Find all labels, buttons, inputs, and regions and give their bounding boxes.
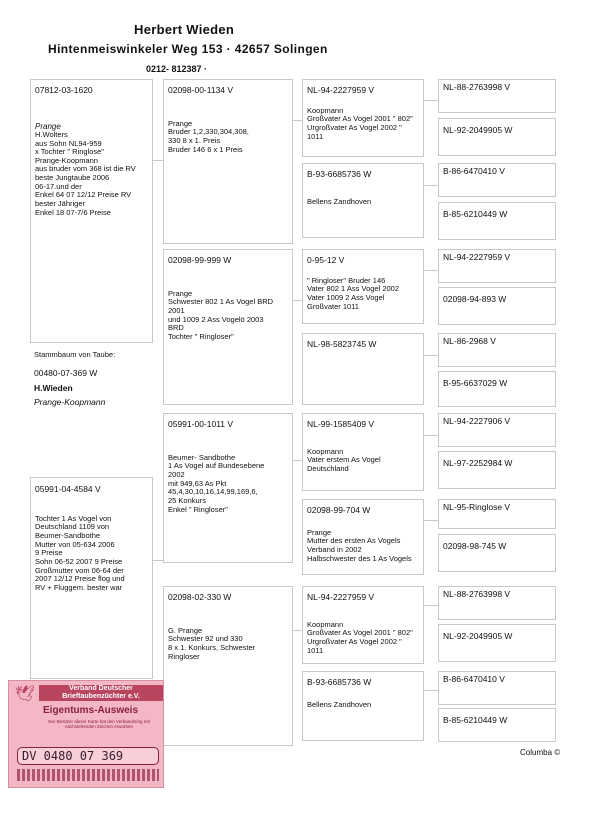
great-grandparent-ring: NL-99-1585409 V xyxy=(307,419,375,429)
grandparent-ring: 02098-00-1134 V xyxy=(168,85,234,95)
gen5-ring-box xyxy=(438,202,556,240)
dam-box xyxy=(30,477,153,679)
great-grandparent-info: Koopmann Vater erstem As Vogel Deutschland xyxy=(307,446,381,474)
gen5-ring: B-95-6637029 W xyxy=(443,378,508,388)
connector-line xyxy=(424,270,438,271)
subject-strain: Prange-Koopmann xyxy=(34,397,106,408)
grandparent-info: G. Prange Schwester 92 und 330 8 x 1. Konkurs, Schwester Ringloser xyxy=(168,625,256,661)
connector-line xyxy=(424,355,438,356)
gen5-ring-box xyxy=(438,163,556,197)
connector-line xyxy=(424,605,438,606)
great-grandparent-ring: B-93-6685736 W xyxy=(307,169,372,179)
grandparent-ring: 02098-99-999 W xyxy=(168,255,232,265)
sire-strain: Prange xyxy=(35,121,61,131)
sticker-org: Verband Deutscher Brieftaubenzüchter e.V. xyxy=(39,685,163,701)
connector-line xyxy=(424,100,438,101)
gen5-ring-box xyxy=(438,586,556,620)
subject-ring: 00480-07-369 W xyxy=(34,367,98,378)
gen5-ring: NL-94-2227959 V xyxy=(443,252,511,262)
pedigree-label: Stammbaum von Taube: xyxy=(34,350,116,359)
grandparent-box xyxy=(163,413,293,563)
great-grandparent-info: " Ringloser" Bruder 146 Vater 802 1 Ass Vogel 2002 Vater 1009 2 Ass Vogel Großvater 1011 xyxy=(307,275,400,311)
grandparent-ring: 02098-02-330 W xyxy=(168,592,232,602)
gen5-ring: B-85-6210449 W xyxy=(443,715,508,725)
sticker-ring: DV 0480 07 369 xyxy=(17,747,159,765)
great-grandparent-info: Bellens Zandhoven xyxy=(307,699,372,709)
great-grandparent-info: Koopmann Großvater As Vogel 2001 " 802" Urgroßvater As Vogel 2002 " 1011 xyxy=(307,105,413,141)
sticker-pattern xyxy=(17,769,159,781)
connector-line xyxy=(153,160,163,161)
gen5-ring: NL-94-2227906 V xyxy=(443,416,511,426)
sticker-title: Eigentums-Ausweis xyxy=(43,705,139,716)
gen5-ring-box xyxy=(438,534,556,572)
connector-line xyxy=(424,435,438,436)
gen5-ring: NL-88-2763998 V xyxy=(443,589,511,599)
gen5-ring-box xyxy=(438,413,556,447)
connector-line xyxy=(293,630,302,631)
grandparent-box xyxy=(163,586,293,746)
great-grandparent-ring: NL-94-2227959 V xyxy=(307,85,375,95)
great-grandparent-box xyxy=(302,671,424,741)
sticker-note: Der Besitzer dieser Karte hat den Verbandsring mit nachstehenden Zeichen erworben xyxy=(48,719,150,729)
gen5-ring-box xyxy=(438,287,556,325)
gen5-ring: NL-95-Ringlose V xyxy=(443,502,511,512)
gen5-ring-box xyxy=(438,451,556,489)
grandparent-ring: 05991-00-1011 V xyxy=(168,419,234,429)
sire-ring: 07812-03-1620 xyxy=(35,85,93,95)
dam-info: Tochter 1 As Vogel von Deutschland 1109 von Beumer-Sandbothe Mutter von 05-634 2006 9 Preise Sohn 06-52 2007 9 Preise Großmutter vom 06-64 der 2007 12/12 Preise flog und RV + Fluggem. bester war xyxy=(35,513,125,592)
breeder-phone: 0212- 812387 · xyxy=(146,64,208,74)
gen5-ring: NL-86-2968 V xyxy=(443,336,496,346)
great-grandparent-box xyxy=(302,586,424,664)
gen5-ring-box xyxy=(438,371,556,407)
pigeon-icon: 🕊 xyxy=(14,686,36,703)
connector-line xyxy=(293,300,302,301)
gen5-ring: B-86-6470410 V xyxy=(443,674,505,684)
dam-ring: 05991-04-4584 V xyxy=(35,484,101,494)
great-grandparent-info: Prange Mutter des ersten As Vogels Verband in 2002 Halbschwester des 1 As Vogels xyxy=(307,527,412,563)
great-grandparent-ring: B-93-6685736 W xyxy=(307,677,372,687)
great-grandparent-box xyxy=(302,499,424,575)
footer-credit: Columba © xyxy=(520,748,561,757)
gen5-ring-box xyxy=(438,333,556,367)
gen5-ring: NL-92-2049905 W xyxy=(443,631,513,641)
gen5-ring: 02098-98-745 W xyxy=(443,541,507,551)
breeder-address: Hintenmeiswinkeler Weg 153 · 42657 Solingen xyxy=(48,42,328,56)
grandparent-box xyxy=(163,249,293,405)
gen5-ring: NL-92-2049905 W xyxy=(443,125,513,135)
grandparent-box xyxy=(163,79,293,244)
subject-owner: H.Wieden xyxy=(34,383,73,394)
gen5-ring: NL-88-2763998 V xyxy=(443,82,511,92)
great-grandparent-ring: 0-95-12 V xyxy=(307,255,345,265)
gen5-ring-box xyxy=(438,79,556,113)
connector-line xyxy=(153,560,163,561)
great-grandparent-info: Koopmann Großvater As Vogel 2001 " 802" Urgroßvater As Vogel 2002 " 1011 xyxy=(307,619,413,655)
gen5-ring-box xyxy=(438,249,556,283)
great-grandparent-box xyxy=(302,413,424,491)
connector-line xyxy=(293,120,302,121)
grandparent-info: Beumer- Sandbothe 1 As Vogel auf Bundesebene 2002 mit 949,63 As Pkt 45,4,30,10,16,14,99,169,6, 25 Konkurs Enkel " Ringloser" xyxy=(168,452,265,514)
great-grandparent-box xyxy=(302,249,424,324)
breeder-name: Herbert Wieden xyxy=(134,22,235,37)
grandparent-info: Prange Bruder 1,2,330,304,308, 330 8 x 1. Preis Bruder 146 6 x 1 Preis xyxy=(168,118,249,154)
subject-box xyxy=(30,348,153,418)
sire-info: H.Wolters aus Sohn NL94-959 x Tochter " Ringlose" Prange-Koopmann aus bruder vom 368 ist die RV beste Jungtaube 2006 06-17.und der Enkel 64 07 12/12 Preise RV bester Jähriger Enkel 18 07-7/6 Preise xyxy=(35,129,136,217)
ownership-sticker xyxy=(8,680,164,788)
gen5-ring-box xyxy=(438,671,556,705)
gen5-ring: NL-97-2252984 W xyxy=(443,458,513,468)
great-grandparent-ring: 02098-99-704 W xyxy=(307,505,371,515)
connector-line xyxy=(293,460,302,461)
great-grandparent-box xyxy=(302,79,424,157)
great-grandparent-ring: NL-94-2227959 V xyxy=(307,592,375,602)
connector-line xyxy=(424,520,438,521)
gen5-ring-box xyxy=(438,708,556,742)
gen5-ring-box xyxy=(438,118,556,156)
gen5-ring: B-86-6470410 V xyxy=(443,166,505,176)
gen5-ring-box xyxy=(438,499,556,529)
great-grandparent-box xyxy=(302,333,424,405)
connector-line xyxy=(424,690,438,691)
gen5-ring: B-85-6210449 W xyxy=(443,209,508,219)
great-grandparent-info: Bellens Zandhoven xyxy=(307,196,372,206)
gen5-ring-box xyxy=(438,624,556,662)
great-grandparent-ring: NL-98-5823745 W xyxy=(307,339,377,349)
great-grandparent-box xyxy=(302,163,424,238)
grandparent-info: Prange Schwester 802 1 As Vogel BRD 2001 und 1009 2 Ass Vogelö 2003 BRD Tochter " Ringloser" xyxy=(168,288,274,341)
gen5-ring: 02098-94-893 W xyxy=(443,294,507,304)
sire-box xyxy=(30,79,153,343)
connector-line xyxy=(424,185,438,186)
